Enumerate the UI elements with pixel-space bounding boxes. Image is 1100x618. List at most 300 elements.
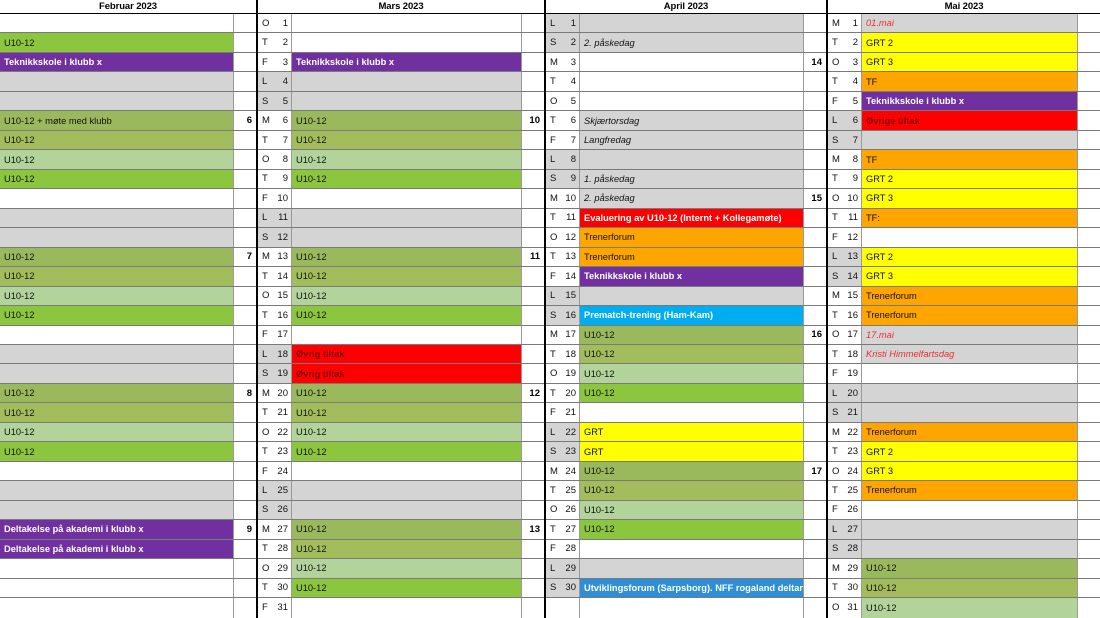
event-cell[interactable]	[580, 598, 803, 617]
day-number: 24	[277, 465, 288, 477]
day-row[interactable]	[258, 481, 544, 500]
event-cell[interactable]	[0, 33, 233, 51]
week-number-cell	[1077, 287, 1100, 305]
week-number-cell	[1077, 364, 1100, 382]
day-row[interactable]	[258, 326, 544, 345]
event-cell[interactable]	[0, 111, 233, 129]
event-cell[interactable]	[862, 384, 1077, 402]
event-cell[interactable]	[862, 209, 1077, 227]
day-row[interactable]	[828, 150, 1100, 169]
event-cell[interactable]	[292, 209, 521, 227]
day-row[interactable]	[0, 326, 256, 345]
day-row[interactable]	[546, 248, 826, 267]
event-cell[interactable]	[580, 92, 803, 110]
event-cell[interactable]	[0, 579, 233, 597]
day-row[interactable]	[546, 228, 826, 247]
event-cell[interactable]	[580, 384, 803, 402]
event-cell[interactable]	[862, 267, 1077, 285]
day-label-cell	[258, 481, 292, 499]
event-cell[interactable]	[292, 345, 521, 363]
week-number-cell	[521, 267, 544, 285]
day-of-week: T	[832, 446, 838, 458]
event-cell[interactable]	[580, 540, 803, 558]
day-row[interactable]	[0, 72, 256, 91]
event-cell[interactable]	[580, 423, 803, 441]
week-number-cell	[521, 481, 544, 499]
event-cell[interactable]	[292, 150, 521, 168]
week-number-cell	[233, 14, 256, 32]
event-cell[interactable]	[580, 150, 803, 168]
day-of-week: F	[832, 231, 838, 243]
event-cell[interactable]	[0, 53, 233, 71]
day-row[interactable]	[546, 287, 826, 306]
day-row[interactable]	[546, 403, 826, 422]
day-of-week: O	[262, 562, 270, 574]
event-cell[interactable]	[862, 248, 1077, 266]
day-row[interactable]	[258, 462, 544, 481]
event-cell[interactable]	[292, 481, 521, 499]
day-row[interactable]	[258, 520, 544, 539]
week-number-cell	[1077, 170, 1100, 188]
event-cell[interactable]	[862, 131, 1077, 149]
event-cell[interactable]	[580, 462, 803, 480]
day-row[interactable]	[0, 248, 256, 267]
day-row[interactable]	[0, 92, 256, 111]
event-cell[interactable]	[862, 189, 1077, 207]
day-row[interactable]	[546, 306, 826, 325]
event-cell[interactable]	[292, 248, 521, 266]
event-cell[interactable]	[292, 462, 521, 480]
day-row[interactable]	[828, 189, 1100, 208]
day-row[interactable]	[258, 442, 544, 461]
event-cell[interactable]	[292, 287, 521, 305]
day-row[interactable]	[828, 131, 1100, 150]
event-cell[interactable]	[580, 131, 803, 149]
event-cell[interactable]	[580, 559, 803, 577]
day-row[interactable]	[0, 559, 256, 578]
week-number: 9	[246, 523, 252, 535]
event-cell[interactable]	[292, 326, 521, 344]
event-cell[interactable]	[862, 462, 1077, 480]
day-row[interactable]	[0, 364, 256, 383]
event-cell[interactable]	[580, 111, 803, 129]
event-cell[interactable]	[580, 345, 803, 363]
day-of-week: M	[262, 115, 270, 127]
event-cell[interactable]	[862, 442, 1077, 460]
day-row[interactable]	[258, 540, 544, 559]
day-row[interactable]	[546, 384, 826, 403]
event-cell[interactable]	[580, 442, 803, 460]
week-number-cell	[803, 170, 826, 188]
event-cell[interactable]	[0, 442, 233, 460]
event-cell[interactable]	[862, 306, 1077, 324]
event-cell[interactable]	[0, 189, 233, 207]
day-row[interactable]	[546, 540, 826, 559]
day-row[interactable]	[0, 33, 256, 52]
event-cell[interactable]	[0, 423, 233, 441]
event-cell[interactable]	[862, 345, 1077, 363]
day-row[interactable]	[258, 248, 544, 267]
event-cell[interactable]	[0, 92, 233, 110]
day-of-week: F	[262, 465, 268, 477]
event-cell[interactable]	[580, 72, 803, 90]
event-cell[interactable]	[292, 306, 521, 324]
day-row[interactable]	[0, 384, 256, 403]
event-cell[interactable]	[862, 559, 1077, 577]
event-cell[interactable]	[292, 579, 521, 597]
day-row[interactable]	[258, 228, 544, 247]
day-row[interactable]	[828, 384, 1100, 403]
week-number-cell	[233, 540, 256, 558]
day-row[interactable]	[828, 170, 1100, 189]
day-row[interactable]	[0, 501, 256, 520]
day-row[interactable]	[828, 481, 1100, 500]
day-row[interactable]	[546, 364, 826, 383]
day-of-week: M	[832, 562, 840, 574]
event-cell[interactable]	[580, 306, 803, 324]
day-row[interactable]	[258, 267, 544, 286]
day-row[interactable]	[828, 228, 1100, 247]
day-row[interactable]	[0, 403, 256, 422]
day-row[interactable]	[546, 559, 826, 578]
day-row[interactable]	[828, 520, 1100, 539]
week-number-cell	[803, 579, 826, 597]
event-cell[interactable]	[580, 267, 803, 285]
day-row[interactable]	[258, 384, 544, 403]
day-of-week: M	[550, 56, 558, 68]
event-cell[interactable]	[292, 72, 521, 90]
event-cell[interactable]	[862, 326, 1077, 344]
event-cell[interactable]	[0, 150, 233, 168]
day-row[interactable]	[0, 579, 256, 598]
event-cell[interactable]	[580, 53, 803, 71]
event-cell[interactable]	[580, 170, 803, 188]
event-cell[interactable]	[292, 111, 521, 129]
day-row[interactable]	[258, 423, 544, 442]
day-row[interactable]	[0, 540, 256, 559]
event-cell[interactable]	[0, 14, 233, 32]
day-row[interactable]	[546, 131, 826, 150]
day-of-week: T	[832, 173, 838, 185]
day-row[interactable]	[546, 520, 826, 539]
day-row[interactable]	[546, 462, 826, 481]
day-label-cell	[546, 326, 580, 344]
day-row[interactable]	[546, 150, 826, 169]
week-number-cell	[803, 131, 826, 149]
day-row[interactable]	[828, 306, 1100, 325]
day-row[interactable]	[258, 92, 544, 111]
event-cell[interactable]	[862, 364, 1077, 382]
day-row[interactable]	[828, 326, 1100, 345]
event-cell[interactable]	[862, 92, 1077, 110]
day-row[interactable]	[546, 326, 826, 345]
day-row[interactable]	[828, 579, 1100, 598]
day-row[interactable]	[546, 33, 826, 52]
event-label: U10-12	[296, 407, 327, 418]
day-row[interactable]	[258, 150, 544, 169]
event-cell[interactable]	[580, 326, 803, 344]
event-label: 2. påskedag	[584, 37, 635, 48]
week-number-cell	[233, 228, 256, 246]
day-row[interactable]	[0, 14, 256, 33]
week-number-cell	[803, 14, 826, 32]
event-cell[interactable]	[862, 228, 1077, 246]
event-cell[interactable]	[0, 384, 233, 402]
event-label: U10-12	[296, 135, 327, 146]
event-cell[interactable]	[580, 209, 803, 227]
day-row[interactable]	[828, 462, 1100, 481]
event-cell[interactable]	[580, 520, 803, 538]
event-cell[interactable]	[862, 403, 1077, 421]
event-cell[interactable]	[0, 228, 233, 246]
event-cell[interactable]	[862, 501, 1077, 519]
day-row[interactable]	[828, 540, 1100, 559]
event-cell[interactable]	[292, 228, 521, 246]
event-cell[interactable]	[292, 423, 521, 441]
day-row[interactable]	[828, 53, 1100, 72]
day-row[interactable]	[258, 501, 544, 520]
day-row[interactable]	[258, 131, 544, 150]
event-cell[interactable]	[0, 209, 233, 227]
day-row[interactable]	[828, 209, 1100, 228]
event-cell[interactable]	[0, 559, 233, 577]
day-row[interactable]	[0, 189, 256, 208]
day-row[interactable]	[546, 170, 826, 189]
event-cell[interactable]	[292, 442, 521, 460]
week-number-cell	[521, 364, 544, 382]
event-cell[interactable]	[580, 228, 803, 246]
day-row[interactable]	[828, 248, 1100, 267]
event-cell[interactable]	[292, 92, 521, 110]
day-row[interactable]	[0, 287, 256, 306]
day-row[interactable]	[0, 520, 256, 539]
day-row[interactable]	[546, 481, 826, 500]
event-cell[interactable]	[0, 481, 233, 499]
day-row[interactable]	[0, 53, 256, 72]
event-cell[interactable]	[580, 403, 803, 421]
day-number: 7	[282, 134, 288, 146]
day-row[interactable]	[546, 579, 826, 598]
event-cell[interactable]	[292, 501, 521, 519]
day-row[interactable]	[0, 131, 256, 150]
day-row[interactable]	[546, 72, 826, 91]
day-row[interactable]	[0, 150, 256, 169]
day-row[interactable]	[258, 53, 544, 72]
event-cell[interactable]	[0, 267, 233, 285]
event-cell[interactable]	[292, 267, 521, 285]
event-label: Trenerforum	[584, 232, 635, 243]
day-row[interactable]	[546, 598, 826, 617]
day-row[interactable]	[546, 189, 826, 208]
event-cell[interactable]	[292, 53, 521, 71]
event-cell[interactable]	[0, 520, 233, 538]
event-cell[interactable]	[0, 326, 233, 344]
day-row[interactable]	[828, 345, 1100, 364]
week-number-cell	[233, 559, 256, 577]
day-row[interactable]	[258, 111, 544, 130]
event-cell[interactable]	[862, 170, 1077, 188]
event-label: GRT 2	[866, 251, 894, 262]
day-row[interactable]	[546, 345, 826, 364]
event-cell[interactable]	[292, 598, 521, 617]
day-number: 13	[847, 251, 858, 263]
event-cell[interactable]	[862, 111, 1077, 129]
day-of-week: S	[550, 446, 557, 458]
week-number-cell	[1077, 462, 1100, 480]
day-row[interactable]	[828, 33, 1100, 52]
event-cell[interactable]	[0, 403, 233, 421]
event-cell[interactable]	[580, 501, 803, 519]
day-row[interactable]	[258, 72, 544, 91]
event-cell[interactable]	[292, 131, 521, 149]
day-row[interactable]	[546, 442, 826, 461]
day-row[interactable]	[258, 579, 544, 598]
day-row[interactable]	[258, 306, 544, 325]
event-cell[interactable]	[0, 598, 233, 617]
day-row[interactable]	[258, 364, 544, 383]
day-row[interactable]	[0, 306, 256, 325]
day-label-cell	[546, 150, 580, 168]
event-cell[interactable]	[0, 287, 233, 305]
day-row[interactable]	[0, 442, 256, 461]
day-row[interactable]	[546, 111, 826, 130]
event-cell[interactable]	[580, 248, 803, 266]
day-row[interactable]	[828, 364, 1100, 383]
event-cell[interactable]	[292, 540, 521, 558]
day-label-cell	[258, 228, 292, 246]
day-row[interactable]	[546, 53, 826, 72]
day-row[interactable]	[546, 209, 826, 228]
event-cell[interactable]	[580, 364, 803, 382]
day-row[interactable]	[546, 92, 826, 111]
event-cell[interactable]	[862, 33, 1077, 51]
week-number-cell	[521, 111, 544, 129]
event-cell[interactable]	[292, 364, 521, 382]
week-number-cell	[803, 598, 826, 617]
day-row[interactable]	[0, 423, 256, 442]
event-cell[interactable]	[292, 14, 521, 32]
day-row[interactable]	[258, 403, 544, 422]
event-cell[interactable]	[862, 72, 1077, 90]
week-number-cell	[521, 462, 544, 480]
day-row[interactable]	[828, 267, 1100, 286]
event-cell[interactable]	[862, 598, 1077, 617]
day-row[interactable]	[0, 228, 256, 247]
day-row[interactable]	[0, 111, 256, 130]
day-of-week: T	[832, 76, 838, 88]
event-cell[interactable]	[0, 306, 233, 324]
day-row[interactable]	[0, 267, 256, 286]
event-cell[interactable]	[862, 423, 1077, 441]
event-cell[interactable]	[292, 559, 521, 577]
event-cell[interactable]	[862, 540, 1077, 558]
event-cell[interactable]	[0, 248, 233, 266]
event-cell[interactable]	[862, 287, 1077, 305]
week-number-cell	[1077, 53, 1100, 71]
event-cell[interactable]	[862, 579, 1077, 597]
day-row[interactable]	[828, 403, 1100, 422]
day-row[interactable]	[546, 501, 826, 520]
event-cell[interactable]	[862, 150, 1077, 168]
day-label-cell	[258, 462, 292, 480]
day-row[interactable]	[546, 267, 826, 286]
event-cell[interactable]	[0, 170, 233, 188]
event-cell[interactable]	[292, 384, 521, 402]
day-row[interactable]	[828, 14, 1100, 33]
event-cell[interactable]	[0, 131, 233, 149]
event-cell[interactable]	[580, 481, 803, 499]
day-row[interactable]	[828, 72, 1100, 91]
day-label-cell	[258, 579, 292, 597]
day-row[interactable]	[0, 209, 256, 228]
day-row[interactable]	[828, 501, 1100, 520]
event-cell[interactable]	[580, 579, 803, 597]
week-number-cell	[1077, 481, 1100, 499]
event-cell[interactable]	[292, 170, 521, 188]
day-label-cell	[828, 209, 862, 227]
event-cell[interactable]	[292, 403, 521, 421]
event-cell[interactable]	[292, 520, 521, 538]
day-of-week: S	[832, 134, 839, 146]
day-row[interactable]	[258, 345, 544, 364]
day-row[interactable]	[258, 33, 544, 52]
event-label: Trenerforum	[584, 251, 635, 262]
event-cell[interactable]	[862, 520, 1077, 538]
event-cell[interactable]	[862, 53, 1077, 71]
day-row[interactable]	[258, 287, 544, 306]
event-cell[interactable]	[0, 540, 233, 558]
day-row[interactable]	[258, 14, 544, 33]
event-cell[interactable]	[580, 14, 803, 32]
event-cell[interactable]	[580, 33, 803, 51]
day-row[interactable]	[0, 598, 256, 617]
day-row[interactable]	[258, 559, 544, 578]
event-cell[interactable]	[0, 364, 233, 382]
day-row[interactable]	[828, 287, 1100, 306]
event-cell[interactable]	[0, 72, 233, 90]
day-row[interactable]	[258, 209, 544, 228]
day-row[interactable]	[828, 111, 1100, 130]
day-row[interactable]	[258, 170, 544, 189]
event-cell[interactable]	[862, 14, 1077, 32]
day-row[interactable]	[258, 598, 544, 617]
day-row[interactable]	[546, 423, 826, 442]
day-row[interactable]	[0, 481, 256, 500]
day-row[interactable]	[828, 423, 1100, 442]
event-cell[interactable]	[0, 345, 233, 363]
event-label: U10-12	[296, 582, 327, 593]
event-label: Trenerforum	[866, 290, 917, 301]
day-row[interactable]	[828, 442, 1100, 461]
day-row[interactable]	[828, 559, 1100, 578]
event-cell[interactable]	[0, 501, 233, 519]
event-cell[interactable]	[0, 462, 233, 480]
week-number-cell	[521, 150, 544, 168]
day-row[interactable]	[546, 14, 826, 33]
day-label-cell	[546, 306, 580, 324]
event-cell[interactable]	[862, 481, 1077, 499]
event-cell[interactable]	[292, 189, 521, 207]
day-row[interactable]	[828, 598, 1100, 617]
day-row[interactable]	[0, 462, 256, 481]
day-row[interactable]	[258, 189, 544, 208]
event-cell[interactable]	[580, 287, 803, 305]
day-row[interactable]	[828, 92, 1100, 111]
day-row[interactable]	[0, 170, 256, 189]
event-cell[interactable]	[580, 189, 803, 207]
event-cell[interactable]	[292, 33, 521, 51]
day-row[interactable]	[0, 345, 256, 364]
